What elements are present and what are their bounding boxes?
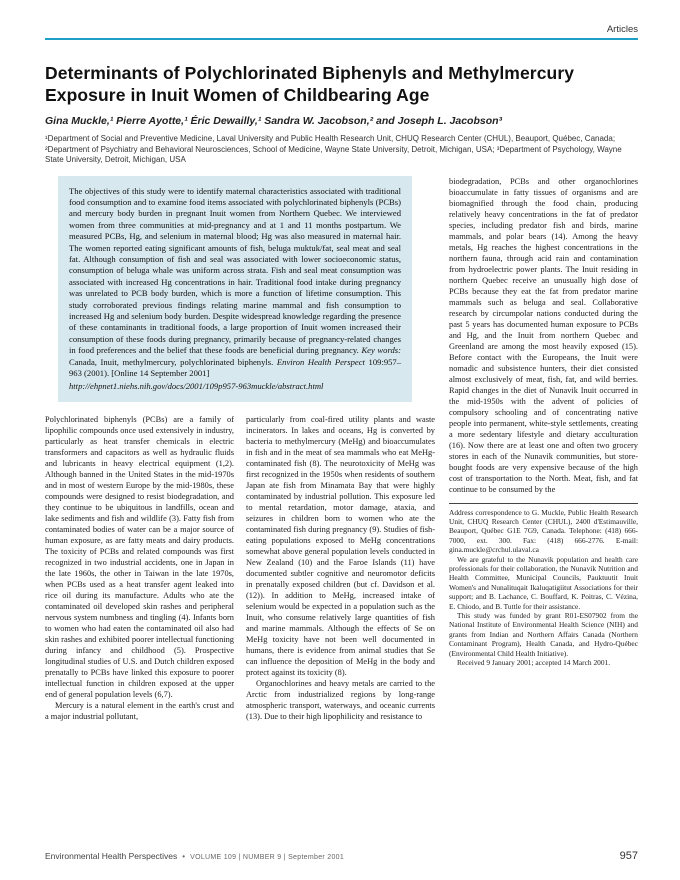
- abstract-journal-ref: Environ Health Perspect: [276, 356, 365, 367]
- footer-page-number: 957: [619, 850, 638, 862]
- body-paragraph: Organochlorines and heavy metals are carried to the Arctic from industrialized regions by long-range atmospheric transport, waterways, and oceanic currents (13). Due to their high lipophilicity and resistance to: [246, 678, 435, 721]
- footnote-rule: [449, 503, 638, 504]
- body-column-2: [246, 414, 435, 838]
- footnotes-block: [449, 508, 638, 668]
- acknowledgments-note: We are grateful to the Nunavik population and health care professionals for their collaboration, the Nunavik Nutrition and Health Committee, Municipal Councils, Pauktuutit Inuit Women's and Nunalituqait Ikaluqatigiitut Associations for their support; and B. Lachance, C. Bouffard, K. Poitras, C. Vézina, E. Chiodo, and B. Tuttle for their assistance.: [449, 554, 638, 611]
- left-two-column-area: [45, 176, 435, 838]
- footer-journal-name: Environmental Health Perspectives: [45, 851, 178, 861]
- abstract-citation: 109:957–963 (2001). [Online 14 September 2001]: [69, 356, 402, 378]
- author-line: Gina Muckle,¹ Pierre Ayotte,¹ Éric Dewailly,¹ Sandra W. Jacobson,² and Joseph L. Jacobson³: [45, 115, 503, 127]
- page-footer: [45, 850, 638, 862]
- abstract-box: [58, 176, 412, 402]
- affiliations: ¹Department of Social and Preventive Medicine, Laval University and Public Health Research Unit, CHUQ Research Center (CHUL), Beauport, Québec, Canada; ²Department of Psychiatry and Behavioral Neurosciences, School of Medicine, Wayne State University, Detroit, Michigan, USA; ³Department of Psychology, Wayne State University, Detroit, Michigan, USA: [45, 134, 622, 164]
- body-paragraph: particularly from coal-fired utility plants and waste incinerators. In lakes and oceans, Hg is converted by bacteria to methylmercury (MeHg) and bioaccumulates in fish and in the meat of sea mammals who eat MeHg-contaminated fish (8). The neurotoxicity of MeHg was first recognized in the 1950s when residents of southern Japan ate fish from Minamata Bay that were highly contaminated by industrial pollution. This exposure led to mental retardation, motor damage, ataxia, and seizures in children born to women who ate the contaminated fish during pregnancy (9). Studies of fish-eating populations exposed to MeHg concentrations somewhat above general population levels conducted in New Zealand (10) and the Faroe Islands (11) have documented subtler cognitive and neuromotor deficits in prenatally exposed children (but cf. Davidson et al. (12)). In addition to MeHg, increased intake of selenium would be expected in a population such as the Inuit, who consume relatively large quantities of fish and marine mammals. Although the effects of Se on MeHg toxicity have not been well documented in humans, there is evidence from animal studies that Se can influence the deposition of MeHg in the body and protect against its toxicity (8).: [246, 414, 435, 677]
- header-rule: [45, 38, 638, 40]
- abstract-keywords: Canada, Inuit, methylmercury, polychlorinated biphenyls.: [69, 356, 274, 367]
- footer-bullet: •: [182, 852, 186, 861]
- body-column-3: [449, 176, 638, 838]
- body-paragraph: Mercury is a natural element in the earth's crust and a major industrial pollutant,: [45, 700, 234, 721]
- article-body: [45, 176, 638, 838]
- funding-note: This study was funded by grant R01-ES07902 from the National Institute of Environmental Health Science (NIH) and grants from Indian and Northern Affairs Canada (Northern Contaminant Program), Health Canada, and Hydro-Québec (Environmental Child Health Initiative).: [449, 610, 638, 658]
- correspondence-note: Address correspondence to G. Muckle, Public Health Research Unit, CHUQ Research Center (CHUL), 2400 d'Estimauville, Beauport, Québec G1E 7G9, Canada. Telephone: (418) 666-7000, ext. 300. Fax: (418) 666-2776. E-mail: gina.muckle@crchul.ulaval.ca: [449, 507, 638, 555]
- article-title: Determinants of Polychlorinated Biphenyls and Methylmercury Exposure in Inuit Women of Childbearing Age: [45, 63, 575, 105]
- page-header: [45, 24, 638, 38]
- received-note: Received 9 January 2001; accepted 14 March 2001.: [457, 658, 611, 667]
- abstract-text: The objectives of this study were to identify maternal characteristics associated with traditional food consumption and to examine food items associated with polychlorinated biphenyls (PCBs) and mercury body burden in pregnant Inuit women from Northern Quebec. We interviewed women from three communities at mid-pregnancy and at 1 and 11 months postpartum. We measured PCBs, Hg, and selenium in maternal blood; Hg was also measured in maternal hair. The women reported eating significant amounts of fish, beluga muktuk/fat, seal meat and seal fat. Although consumption of fish and seal was associated with lower socioeconomic status, consumption of beluga whale was uniform across strata. Fish and seal meat consumption was associated with increased Hg concentrations in hair. Traditional food intake during pregnancy was unrelated to PCB body burden, which is more a function of lifetime consumption. This study corroborated previous findings relating marine mammal and fish consumption to increased Hg and selenium body burden. Despite widespread knowledge regarding the presence of these contaminants in traditional foods, a large proportion of Inuit women increased their consumption of these foods during pregnancy, primarily because of pregnancy-related changes in food preferences and the belief that these foods are beneficial during pregnancy.: [69, 185, 401, 356]
- footer-issue-info: VOLUME 109 | NUMBER 9 | September 2001: [190, 854, 345, 861]
- abstract-url: http://ehpnet1.niehs.nih.gov/docs/2001/109p957-963muckle/abstract.html: [69, 381, 324, 392]
- body-paragraph: Polychlorinated biphenyls (PCBs) are a family of lipophilic compounds once used extensively in industry, particularly as heat transfer chemicals in electric transformers and capacitors as well as hydraulic fluids and lubricants in heavy electrical equipment (1,2). Although banned in the United States in the mid-1970s and in most of western Europe by the mid-1980s, these compounds were designed to resist biodegradation, and they continue to be ubiquitous in landfills, ocean and lake sediments and fish and wildlife (3). Fatty fish from contaminated bodies of water can be a major source of human exposure, as are fatty meats and dairy products. The toxicity of PCBs and related compounds was first recognized in two industrial accidents, one in Japan in the late 1960s, the other in Taiwan in the late 1970s, when PCBs used as a heat transfer agent leaked into rice oil during its manufacture. Adults who ate the contaminated oil developed skin rashes and peripheral nervous system numbness and tingling (4). Infants born to women who had eaten the contaminated oil also had skin rashes and exhibited poorer intellectual functioning during infancy and childhood (5). Prospective longitudinal studies of U.S. and Dutch children exposed prenatally to PCBs have linked this exposure to poorer intellectual function in children exposed at the upper end of general population levels (6,7).: [45, 414, 234, 699]
- two-column-text: [45, 414, 435, 838]
- header-section-label: Articles: [606, 24, 638, 35]
- abstract-keywords-label: Key words:: [361, 345, 401, 356]
- body-column-1: [45, 414, 234, 838]
- body-paragraph: biodegradation, PCBs and other organochlorines bioaccumulate in fatty tissues of organisms and are biomagnified through the food chain, producing relatively heavy concentrations in the fat of predator species, including predator fish and birds, marine mammals, and polar bears (14). Among the heavy metals, Hg reaches the highest concentrations in the northern fauna, through acid rain and contamination from hydroelectric power plants. The Inuit residing in northern Quebec receive an unusually high dose of PCBs because they eat the fat from predator marine mammals such as beluga and seal. Collaborative research by circumpolar nations conducted during the past 5 years has documented human exposure to PCBs and Hg, and the Inuit from northern Quebec and Greenland are among the most heavily exposed (15). Before contact with the Europeans, the Inuit were nomadic and subsistence hunters, their diet consisted almost exclusively of meat, fish, fat, and wild berries. Rapid changes in the diet of Nunavik Inuit occurred in the mid-1950s with the advent of policies of compulsory schooling and of concentrating native people into permanent, white-style settlements, creating a more sedentary lifestyle and dietary acculturation (16). Now there are at least one and often two grocery stores in each of the Nunavik communities, but store-bought foods are very expensive because of the high cost of transportation to the North. Meat, fish, and fat continue to be consumed by the: [449, 176, 638, 494]
